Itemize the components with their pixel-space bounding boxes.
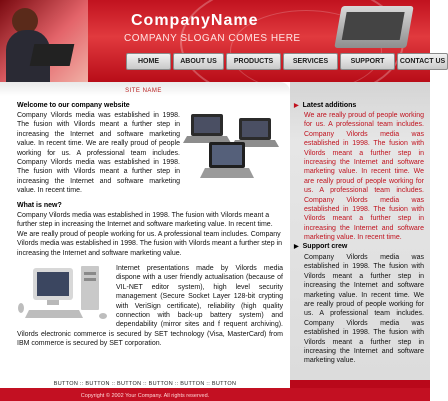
support-crew-heading	[294, 243, 347, 250]
footer-separator: ::	[79, 381, 84, 387]
footer-link[interactable]: BUTTON	[180, 381, 205, 387]
whats-new-heading: What is new?	[17, 202, 62, 209]
internet-presentations-block	[17, 264, 283, 349]
nav-about-us[interactable]: ABOUT US	[173, 53, 224, 70]
nav-services[interactable]: SERVICES	[283, 53, 338, 70]
welcome-text: Company Vilords media was established in 1998. The fusion with Vilords meant a further step in increasing the Internet and software marketing value. In recent time. We are really proud of people working for us. A professional team includes. Company Vilords media was established in 1998. The fusion with Vilords meant a further step in increasing the Internet and software marketing value. In recent time.	[17, 112, 180, 195]
header-laptop-image	[334, 6, 413, 48]
copyright-text: Copyright © 2002 Your Company. All rights reserved.	[80, 393, 210, 399]
header-photo	[0, 0, 88, 82]
laptop-graphic	[30, 44, 75, 66]
nav-contact-us[interactable]: CONTACT US	[397, 53, 448, 70]
site-name: SITE NAME	[125, 88, 162, 94]
latest-additions-text: We are really proud of people working for us. A professional team includes. Company Vilords media was established in 1998. The fusion with Vilords meant a further step in increasing the Internet and software marketing value. In recent time. We are really proud of people working for us. A professional team includes. Company Vilords media was established in 1998. The fusion with Vilords meant a further step in increasing the Internet and software marketing value. In recent time.	[304, 112, 424, 242]
latest-additions-title: Latest additions	[302, 102, 357, 109]
nav-products[interactable]: PRODUCTS	[226, 53, 281, 70]
laptop-back-left	[183, 114, 231, 143]
footer-links	[0, 381, 290, 387]
support-crew-text: Company Vilords media was established in 1998. The fusion with Vilords meant a further step in increasing the Internet and software marketing value. In recent time. We are really proud of people working for us. A professional team includes. Company Vilords media was established in 1998. The fusion with Vilords meant a further step in increasing the Internet and software marketing value.	[304, 254, 424, 365]
footer-link[interactable]: BUTTON	[211, 381, 237, 387]
support-crew-title: Support crew	[302, 243, 348, 250]
footer-link[interactable]: BUTTON	[148, 381, 173, 387]
main-nav	[126, 53, 448, 68]
laptops-image	[183, 112, 280, 184]
company-slogan: COMPANY SLOGAN COMES HERE	[124, 33, 301, 44]
nav-support[interactable]: SUPPORT	[340, 53, 395, 70]
footer-link[interactable]: BUTTON	[85, 381, 110, 387]
welcome-heading: Welcome to our company website	[17, 102, 130, 109]
latest-additions-heading	[294, 102, 356, 109]
arrow-right-icon: ▶	[294, 244, 299, 250]
whats-new-text: Company Vilords media was established in 1998. The fusion with Vilords meant a further step in increasing the Internet and software marketing value. In recent time. We are really proud of people working for us. A professional team includes. Company Vilords media was established in 1998. The fusion with Vilords meant a further step in increasing the Internet and software marketing value.	[17, 212, 282, 257]
footer-separator: ::	[111, 381, 116, 387]
internet-presentations-text: Internet presentations made by Vilords media dispone with a user friendly actualisation (because of VIL-NET editor system), high level security management (Secure Socket Layer 128-bit crypting with VeriSign certificate), reliability (high quality connection with back-up battery system) and dependability (mirror sites and f requent archiving). Vilords electronic commerce is secured by SET technology (Visa, MasterCard) from IBM commerce is secured by SET corporation.	[17, 265, 283, 348]
footer-link[interactable]: BUTTON	[53, 381, 79, 387]
footer-link[interactable]: BUTTON	[117, 381, 142, 387]
company-name: CompanyName	[131, 12, 259, 29]
nav-home[interactable]: HOME	[126, 53, 171, 70]
laptop-front	[200, 142, 254, 178]
footer-separator: ::	[206, 381, 211, 387]
desktop-computer-image	[17, 264, 116, 322]
footer-separator: ::	[143, 381, 147, 387]
footer-separator: ::	[174, 381, 179, 387]
arrow-right-icon: ▶	[294, 103, 299, 109]
